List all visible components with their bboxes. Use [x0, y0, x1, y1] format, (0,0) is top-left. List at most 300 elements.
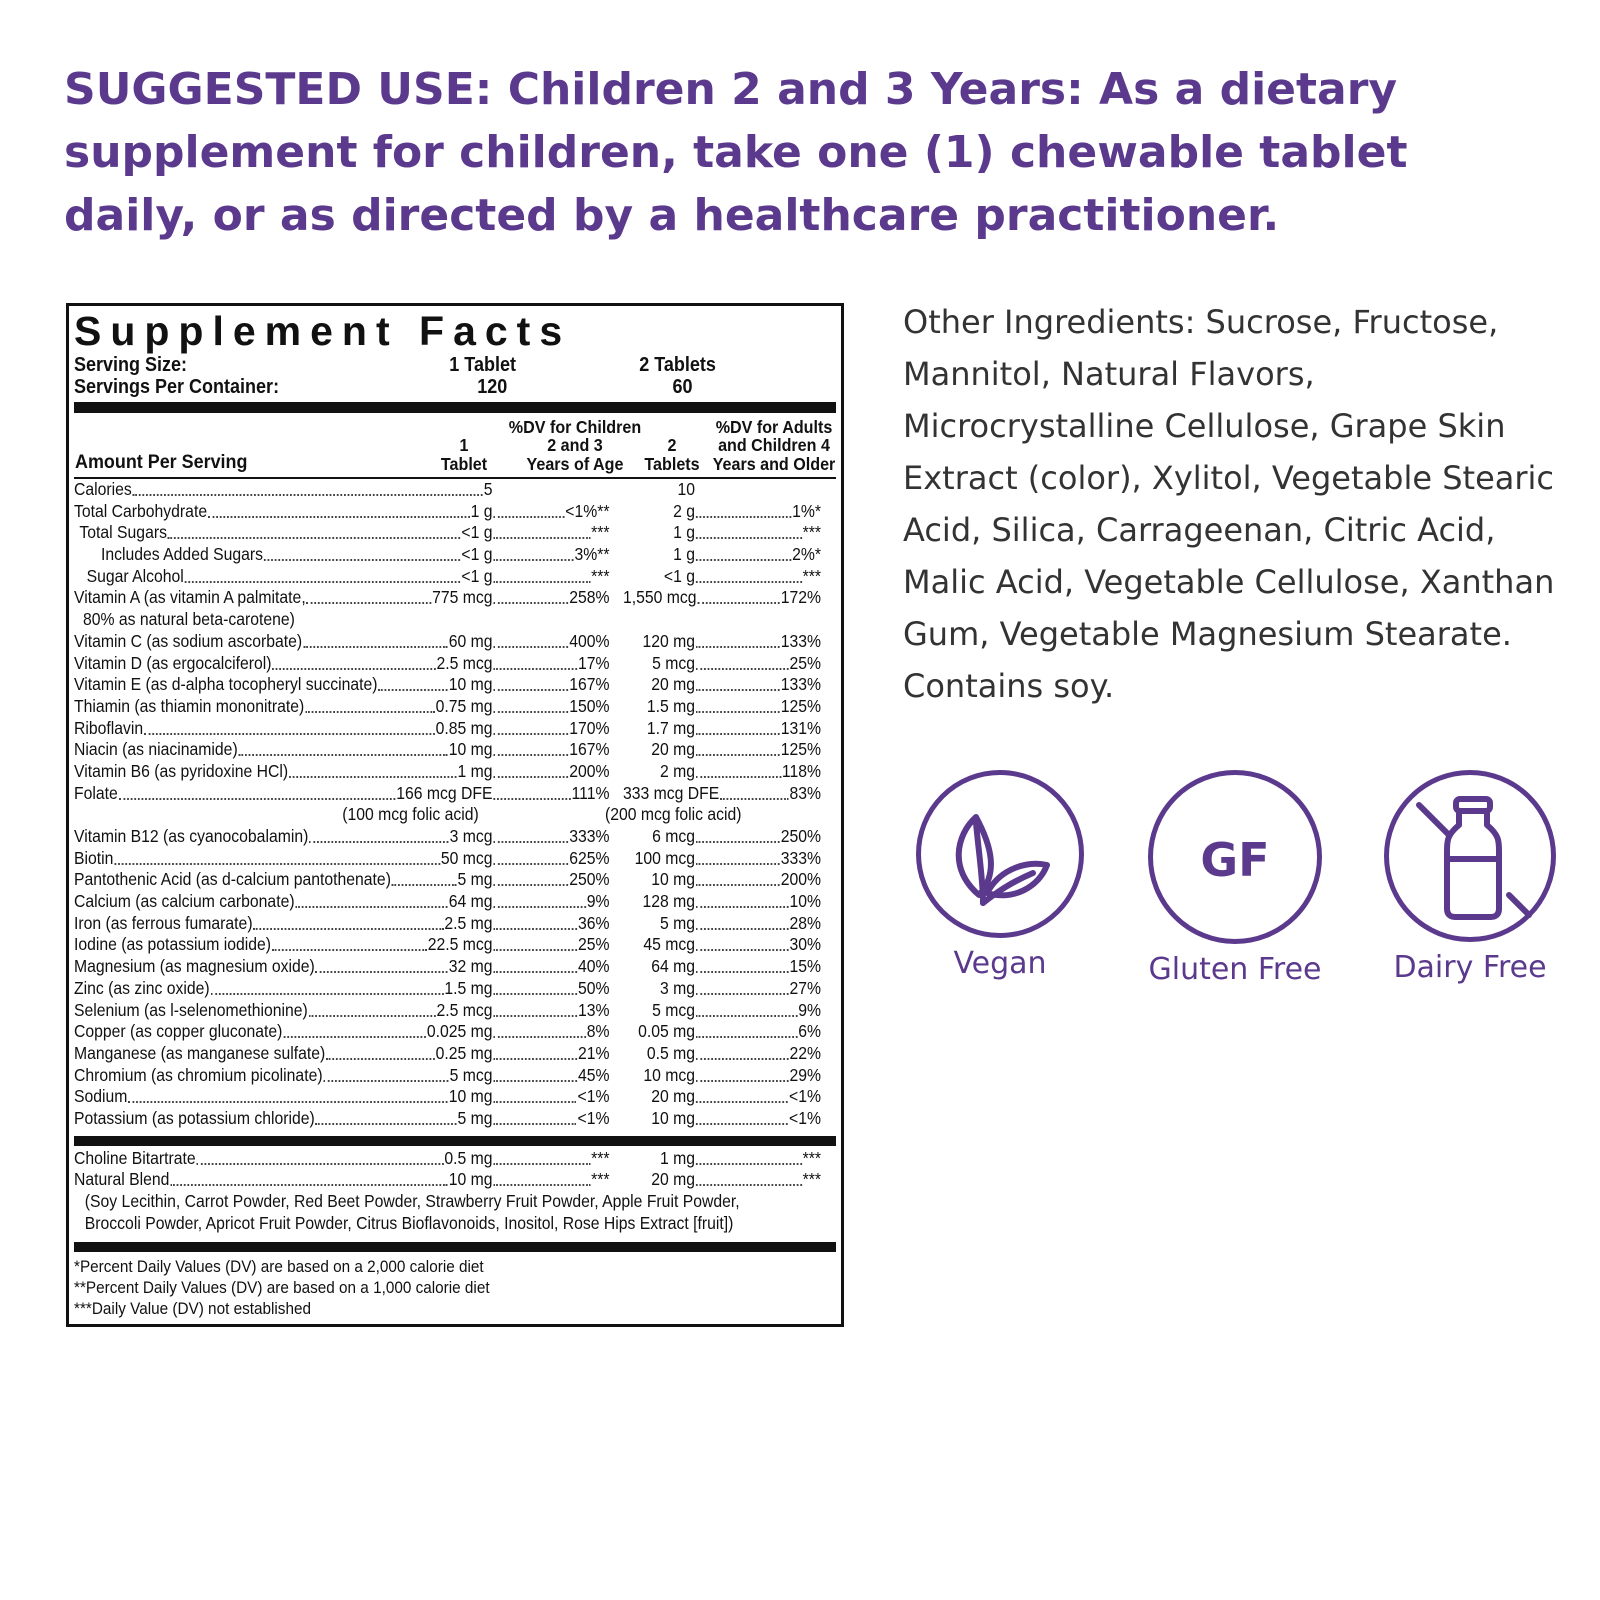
- dv-children: 625%: [569, 847, 610, 868]
- table-row: [74, 1065, 835, 1087]
- supplement-facts-panel: [66, 303, 844, 1327]
- dv-children-cell: [493, 891, 610, 913]
- leader-dots: [289, 761, 457, 778]
- leader-dots: [696, 653, 789, 670]
- amount-1-tablet: 0.25 mg: [435, 1042, 493, 1063]
- nutrient-name: Choline Bitartrate: [74, 1147, 196, 1168]
- leader-dots: [696, 739, 780, 756]
- footnote-1: *Percent Daily Values (DV) are based on a 2,000 calorie diet: [74, 1257, 484, 1277]
- footnotes: [74, 1256, 835, 1319]
- dv-adults: 6%: [798, 1021, 821, 1042]
- dv-adults: ***: [802, 1147, 821, 1168]
- dv-children-cell: [493, 1169, 610, 1191]
- amount-2-tablets: 10 mg: [651, 1107, 695, 1128]
- leader-dots: [119, 783, 396, 800]
- amount-2-tablets: 6 mcg: [652, 826, 695, 846]
- table-row: [74, 631, 835, 653]
- nutrient-name: Zinc (as zinc oxide): [74, 977, 210, 998]
- amount-1-tablet: 60 mg: [448, 630, 493, 651]
- dv-children-cell: [493, 869, 610, 891]
- amount-2-tablets: 20 mg: [651, 1086, 695, 1107]
- footnote-2: **Percent Daily Values (DV) are based on a 1,000 calorie diet: [74, 1278, 490, 1298]
- amount-1-tablet: 2.5 mg: [444, 912, 493, 933]
- dv-children: 13%: [577, 999, 610, 1020]
- thick-rule: [74, 402, 836, 413]
- amount-2-tablets: 20 mg: [651, 1169, 695, 1190]
- table-row: [74, 1169, 835, 1191]
- nutrient-name: Folate: [74, 782, 118, 803]
- amount-1-tablet-cell: [74, 956, 493, 978]
- amount-1-tablet-cell: [74, 522, 493, 544]
- dv-children-cell: [493, 783, 610, 805]
- two-tablet-cell: [623, 761, 821, 783]
- two-tablet-cell: [623, 783, 821, 805]
- amount-2-tablets: 0.5 mg: [646, 1042, 695, 1063]
- servings-per-container-row: [74, 376, 835, 398]
- leader-dots: [305, 696, 435, 713]
- nutrient-name: Thiamin (as thiamin mononitrate): [74, 695, 305, 716]
- dv-children-cell: [493, 544, 610, 566]
- two-tablet-cell: [623, 978, 821, 1000]
- amount-2-tablets: 20 mg: [651, 739, 695, 760]
- amount-2-tablets: 3 mg: [659, 977, 695, 998]
- leader-dots: [696, 978, 789, 995]
- amount-1-tablet-cell: [74, 761, 493, 783]
- dv-children: <1%: [577, 1086, 610, 1107]
- two-tablet-cell: [623, 1086, 821, 1108]
- leader-dots: [696, 522, 802, 539]
- amount-1-tablet: 10 mg: [448, 1086, 493, 1107]
- amount-1-tablet-cell: [74, 1169, 493, 1191]
- leader-dots: [696, 869, 780, 886]
- nutrient-name: Vitamin D (as ergocalciferol): [74, 652, 272, 673]
- dv-adults: 200%: [780, 869, 821, 890]
- leader-dots: [197, 1148, 444, 1165]
- leader-dots: [696, 826, 780, 843]
- dv-children-cell: [493, 913, 610, 935]
- blend-line-1: (Soy Lecithin, Carrot Powder, Red Beet Powder, Strawberry Fruit Powder, Apple Fruit Powder,: [84, 1191, 740, 1211]
- dv-adults: 27%: [789, 977, 821, 998]
- amount-1-tablet: 775 mcg: [432, 587, 493, 608]
- dv-adults: 30%: [789, 934, 821, 955]
- amount-1-tablet: 1 g: [470, 500, 493, 521]
- table-row: [74, 674, 835, 696]
- dv-adults: 1%*: [792, 500, 821, 521]
- dv-children-cell: [493, 739, 610, 761]
- two-tablet-cell: [623, 956, 821, 978]
- nutrient-name: Iron (as ferrous fumarate): [74, 912, 253, 933]
- nutrient-name: Calcium (as calcium carbonate): [74, 891, 295, 912]
- leader-dots: [316, 956, 448, 973]
- dv-children: 150%: [569, 695, 610, 716]
- dv-children-cell: [493, 1043, 610, 1065]
- table-row: [74, 653, 835, 675]
- nutrient-name: Vitamin B12 (as cyanocobalamin): [74, 826, 309, 846]
- leader-dots: [493, 522, 590, 539]
- dv-children: 200%: [569, 760, 610, 781]
- amount-1-tablet-cell: [74, 1065, 493, 1087]
- table-row: [74, 479, 835, 501]
- dairy-free-ring: [1384, 770, 1556, 942]
- dv-adults: ***: [802, 522, 821, 543]
- amount-2-tablets: 5 mcg: [652, 999, 695, 1020]
- leader-dots: [264, 544, 461, 561]
- leader-dots: [720, 783, 788, 800]
- amount-2-tablets: 1,550 mcg: [623, 587, 697, 608]
- amount-1-tablet: 2.5 mcg: [436, 652, 493, 673]
- leader-dots: [378, 674, 447, 691]
- amount-2-tablets: 333 mcg DFE: [623, 782, 720, 803]
- dv-children: 333%: [569, 826, 610, 846]
- leader-dots: [696, 1043, 789, 1060]
- two-tablet-cell: [623, 1169, 821, 1191]
- serving-size-1: 1 Tablet: [449, 354, 516, 376]
- leader-dots: [316, 1108, 457, 1125]
- leader-dots: [272, 653, 435, 670]
- leader-dots: [493, 544, 573, 561]
- leader-dots: [696, 718, 780, 735]
- leader-dots: [493, 631, 568, 648]
- amount-1-tablet: <1 g: [461, 522, 493, 543]
- dv-children-cell: [493, 653, 610, 675]
- leader-dots: [696, 674, 780, 691]
- leader-dots: [696, 934, 789, 951]
- nutrient-name: Iodine (as potassium iodide): [74, 934, 271, 955]
- leader-dots: [307, 587, 432, 604]
- leaf-icon: [921, 775, 1079, 933]
- dv-children: 17%: [577, 652, 610, 673]
- amount-1-tablet: 10 mg: [448, 1169, 493, 1190]
- other-ingredients: Other Ingredients: Sucrose, Fructose, Mannitol, Natural Flavors, Microcrystalline Cellulose, Grape Skin Extract (color), Xylitol, Vegetable Stearic Acid, Silica, Carrageenan, Citric Acid, Malic Acid, Vegetable Cellulose, Xanthan Gum, Vegetable Magnesium Stearate. Contains soy.: [903, 303, 1555, 705]
- dv-adults: 172%: [780, 587, 821, 608]
- amount-2-tablets: 1 mg: [659, 1147, 695, 1168]
- leader-dots: [144, 718, 435, 735]
- amount-1-tablet-cell: [74, 718, 493, 740]
- amount-1-tablet: 1.5 mg: [444, 977, 493, 998]
- leader-dots: [493, 1169, 590, 1186]
- amount-2-tablets: 128 mg: [642, 891, 695, 912]
- table-row: [74, 783, 835, 805]
- two-tablet-cell: [623, 1065, 821, 1087]
- leader-dots: [696, 891, 789, 908]
- nutrient-name: Vitamin E (as d-alpha tocopheryl succinate): [74, 674, 378, 695]
- nutrient-name: Potassium (as potassium chloride): [74, 1107, 315, 1128]
- leader-dots: [696, 631, 780, 648]
- table-row: [74, 696, 835, 718]
- gluten-free-badge: [1135, 770, 1335, 987]
- leader-dots: [493, 718, 568, 735]
- nutrient-name: Manganese (as manganese sulfate): [74, 1042, 326, 1063]
- dairy-free-badge: [1370, 770, 1570, 985]
- dv-children-cell: [493, 826, 610, 848]
- amount-2-tablets: 64 mg: [651, 956, 695, 977]
- table-row: [74, 934, 835, 956]
- dv-children: 167%: [569, 674, 610, 695]
- leader-dots: [696, 566, 802, 583]
- amount-1-tablet-cell: [74, 1043, 493, 1065]
- nutrient-name: Sodium: [74, 1086, 128, 1107]
- dv-children-cell: [493, 501, 610, 523]
- amount-2-tablets: 10 mg: [651, 869, 695, 890]
- nutrient-name: Copper (as copper gluconate): [74, 1021, 283, 1042]
- leader-dots: [303, 631, 448, 648]
- amount-1-tablet-cell: [74, 587, 493, 609]
- leader-dots: [208, 501, 470, 518]
- gluten-free-label: Gluten Free: [1148, 952, 1322, 987]
- two-tablet-cell: [623, 1000, 821, 1022]
- dv-children-cell: [493, 978, 610, 1000]
- dv-children: 21%: [577, 1042, 610, 1063]
- nutrient-name: Sugar Alcohol: [86, 565, 184, 586]
- amount-1-tablet-cell: [74, 566, 493, 588]
- amount-1-tablet: 10 mg: [448, 674, 493, 695]
- amount-1-tablet: 5 mg: [457, 1107, 493, 1128]
- gf-mark: GF: [1200, 833, 1270, 887]
- natural-blend-detail: [74, 1191, 846, 1234]
- dv-adults: 118%: [781, 760, 821, 781]
- dv-adults: 28%: [789, 912, 821, 933]
- leader-dots: [392, 869, 457, 886]
- leader-dots: [493, 869, 568, 886]
- leader-dots: [295, 891, 447, 908]
- table-row: [74, 913, 835, 935]
- dv-children-cell: [493, 1065, 610, 1087]
- nutrient-name: Includes Added Sugars: [101, 544, 263, 565]
- two-tablet-cell: [623, 826, 821, 848]
- amount-1-tablet-cell: [74, 848, 493, 870]
- amount-1-tablet: 22.5 mcg: [427, 934, 493, 955]
- amount-1-tablet-cell: [74, 696, 493, 718]
- leader-dots: [696, 1148, 802, 1165]
- table-row: [74, 739, 835, 761]
- two-tablet-cell: [623, 631, 821, 653]
- amount-1-tablet-cell: [74, 739, 493, 761]
- dv-children: 258%: [569, 587, 610, 608]
- amount-2-tablets: 0.05 mg: [638, 1021, 695, 1042]
- dv-children: 3%**: [574, 544, 610, 565]
- dv-adults: 25%: [789, 652, 821, 673]
- dv-children: 111%: [571, 782, 610, 803]
- nutrient-name: Chromium (as chromium picolinate): [74, 1064, 323, 1085]
- dv-children: 167%: [569, 739, 610, 760]
- dv-adults: 133%: [780, 674, 821, 695]
- leader-dots: [493, 587, 568, 604]
- amount-1-tablet-cell: [74, 783, 493, 805]
- table-row: [74, 848, 835, 870]
- leader-dots: [696, 696, 780, 713]
- dv-adults: 10%: [789, 891, 821, 912]
- dv-children: ***: [591, 565, 610, 586]
- leader-dots: [493, 739, 568, 756]
- amount-2-tablets: 5 mg: [659, 912, 695, 933]
- amount-2-tablets: 1.7 mg: [646, 717, 695, 738]
- leader-dots: [326, 1043, 435, 1060]
- dv-children: 9%: [586, 891, 610, 912]
- serving-size-row: [74, 354, 835, 376]
- vitamin-a-note: 80% as natural beta-carotene): [83, 609, 295, 630]
- col-1-tablet: 1 Tablet: [440, 435, 488, 474]
- two-tablet-cell: [623, 934, 821, 956]
- table-row: [74, 544, 835, 566]
- table-row: [74, 1108, 835, 1130]
- col-dv-children: %DV for Children 2 and 3 Years of Age: [508, 416, 642, 474]
- leader-dots: [309, 1000, 436, 1017]
- two-tablet-cell: [623, 1021, 821, 1043]
- nutrient-name: Vitamin A (as vitamin A palmitate,: [74, 587, 306, 608]
- dv-children: 36%: [577, 912, 610, 933]
- leader-dots: [696, 1065, 789, 1082]
- vegan-ring: [916, 770, 1084, 938]
- two-tablet-cell: [623, 544, 821, 566]
- column-headers: [74, 413, 836, 475]
- leader-dots: [283, 1021, 426, 1038]
- nutrient-name: Total Carbohydrate: [74, 500, 208, 521]
- leader-dots: [696, 1108, 788, 1125]
- two-tablet-cell: [623, 869, 821, 891]
- amount-1-tablet-cell: [74, 653, 493, 675]
- dv-children-cell: [493, 631, 610, 653]
- leader-dots: [168, 522, 461, 539]
- table-row: [74, 566, 835, 588]
- leader-dots: [493, 1108, 576, 1125]
- amount-2-tablets: 1 g: [673, 522, 695, 543]
- amount-1-tablet-cell: [74, 891, 493, 913]
- blend-line-2: Broccoli Powder, Apricot Fruit Powder, Citrus Bioflavonoids, Inositol, Rose Hips Extract [fruit]): [84, 1212, 734, 1233]
- dv-children-cell: [493, 522, 610, 544]
- vegan-label: Vegan: [953, 946, 1047, 981]
- dv-children: 400%: [569, 630, 610, 651]
- dv-adults: ***: [802, 1169, 821, 1190]
- servings-per-container-label: Servings Per Container:: [74, 376, 280, 398]
- amount-1-tablet: <1 g: [461, 565, 493, 586]
- two-tablet-cell: [623, 1043, 821, 1065]
- leader-dots: [493, 848, 568, 865]
- no-milk-bottle-icon: [1389, 775, 1551, 937]
- dv-adults: 83%: [789, 782, 821, 803]
- two-tablet-cell: [623, 891, 821, 913]
- dv-adults: 125%: [780, 739, 821, 760]
- amount-2-tablets: 2 g: [673, 500, 695, 521]
- dv-children-cell: [493, 587, 610, 609]
- dv-children: <1%: [577, 1107, 610, 1128]
- amount-1-tablet-cell: [74, 544, 493, 566]
- table-row: [74, 718, 835, 740]
- nutrient-name: Calories: [74, 479, 132, 499]
- two-tablet-cell: [623, 848, 821, 870]
- leader-dots: [272, 934, 427, 951]
- leader-dots: [493, 1043, 577, 1060]
- leader-dots: [696, 1169, 802, 1186]
- dv-adults: 133%: [780, 630, 821, 651]
- dv-children: 40%: [577, 956, 610, 977]
- other-ingredient-rows: [74, 1148, 835, 1191]
- amount-1-tablet: 0.85 mg: [435, 717, 493, 738]
- amount-1-tablet: 5 mcg: [449, 1064, 493, 1085]
- leader-dots: [696, 1086, 788, 1103]
- table-row: [74, 826, 835, 848]
- dv-adults: 9%: [798, 999, 821, 1020]
- dv-children-cell: [493, 696, 610, 718]
- footnote-rule: [74, 1242, 836, 1252]
- dv-adults: ***: [802, 565, 821, 586]
- two-tablet-cell: [623, 479, 821, 501]
- leader-dots: [696, 848, 780, 865]
- table-row: [74, 587, 835, 609]
- dv-children: 8%: [586, 1021, 610, 1042]
- dv-children-cell: [493, 848, 610, 870]
- nutrient-name: Pantothenic Acid (as d-calcium pantothenate): [74, 869, 391, 890]
- two-tablet-cell: [623, 1148, 821, 1170]
- nutrient-name: Natural Blend: [74, 1169, 170, 1190]
- dv-adults: 131%: [780, 717, 821, 738]
- table-row: [74, 1148, 835, 1170]
- leader-dots: [493, 826, 568, 843]
- table-row: [74, 891, 835, 913]
- leader-dots: [170, 1169, 447, 1186]
- dv-children-cell: [493, 718, 610, 740]
- amount-2-tablets: 20 mg: [651, 674, 695, 695]
- dv-children: 250%: [569, 869, 610, 890]
- amount-1-tablet: 3 mcg: [449, 826, 493, 846]
- two-tablet-cell: [623, 566, 821, 588]
- dv-adults: 22%: [789, 1042, 821, 1063]
- amount-2-tablets: 100 mcg: [634, 847, 695, 868]
- amount-1-tablet: 64 mg: [448, 891, 493, 912]
- dv-children-cell: [493, 1108, 610, 1130]
- leader-dots: [493, 978, 577, 995]
- two-tablet-cell: [623, 1108, 821, 1130]
- amount-1-tablet-cell: [74, 1108, 493, 1130]
- dv-adults: 125%: [780, 695, 821, 716]
- amount-2-tablets: 1 g: [673, 544, 695, 565]
- amount-1-tablet: 1 mg: [457, 760, 493, 781]
- two-tablet-cell: [623, 739, 821, 761]
- dv-children: 45%: [577, 1064, 610, 1085]
- table-row: [74, 522, 835, 544]
- amount-1-tablet-cell: [74, 479, 493, 501]
- leader-dots: [696, 913, 789, 930]
- leader-dots: [493, 501, 564, 518]
- col-dv-adults: %DV for Adults and Children 4 Years and Older: [712, 416, 836, 474]
- dv-children: 50%: [577, 977, 610, 998]
- dv-children-cell: [493, 1148, 610, 1170]
- amount-1-tablet-cell: [74, 674, 493, 696]
- amount-2-tablets: <1 g: [663, 565, 695, 586]
- footnote-3: ***Daily Value (DV) not established: [74, 1299, 311, 1319]
- table-row: [74, 1021, 835, 1043]
- table-row: [74, 501, 835, 523]
- dv-children: ***: [591, 522, 610, 543]
- dv-adults: 250%: [780, 826, 821, 846]
- vitamin-a-note-row: [74, 609, 835, 631]
- table-row: [74, 869, 835, 891]
- amount-1-tablet-cell: [74, 1021, 493, 1043]
- amount-1-tablet-cell: [74, 978, 493, 1000]
- medium-rule: [74, 1136, 836, 1146]
- amount-1-tablet-cell: [74, 501, 493, 523]
- amount-1-tablet-cell: [74, 934, 493, 956]
- table-row: [74, 761, 835, 783]
- amount-2-tablets: 1.5 mg: [646, 695, 695, 716]
- nutrient-rows: [74, 479, 835, 1130]
- dv-adults: <1%: [789, 1086, 821, 1107]
- amount-1-tablet: <1 g: [461, 544, 493, 565]
- amount-1-tablet-cell: [74, 869, 493, 891]
- amount-2-tablets: 45 mcg: [643, 934, 695, 955]
- leader-dots: [239, 739, 448, 756]
- gf-icon: [1148, 770, 1322, 944]
- leader-dots: [493, 1086, 576, 1103]
